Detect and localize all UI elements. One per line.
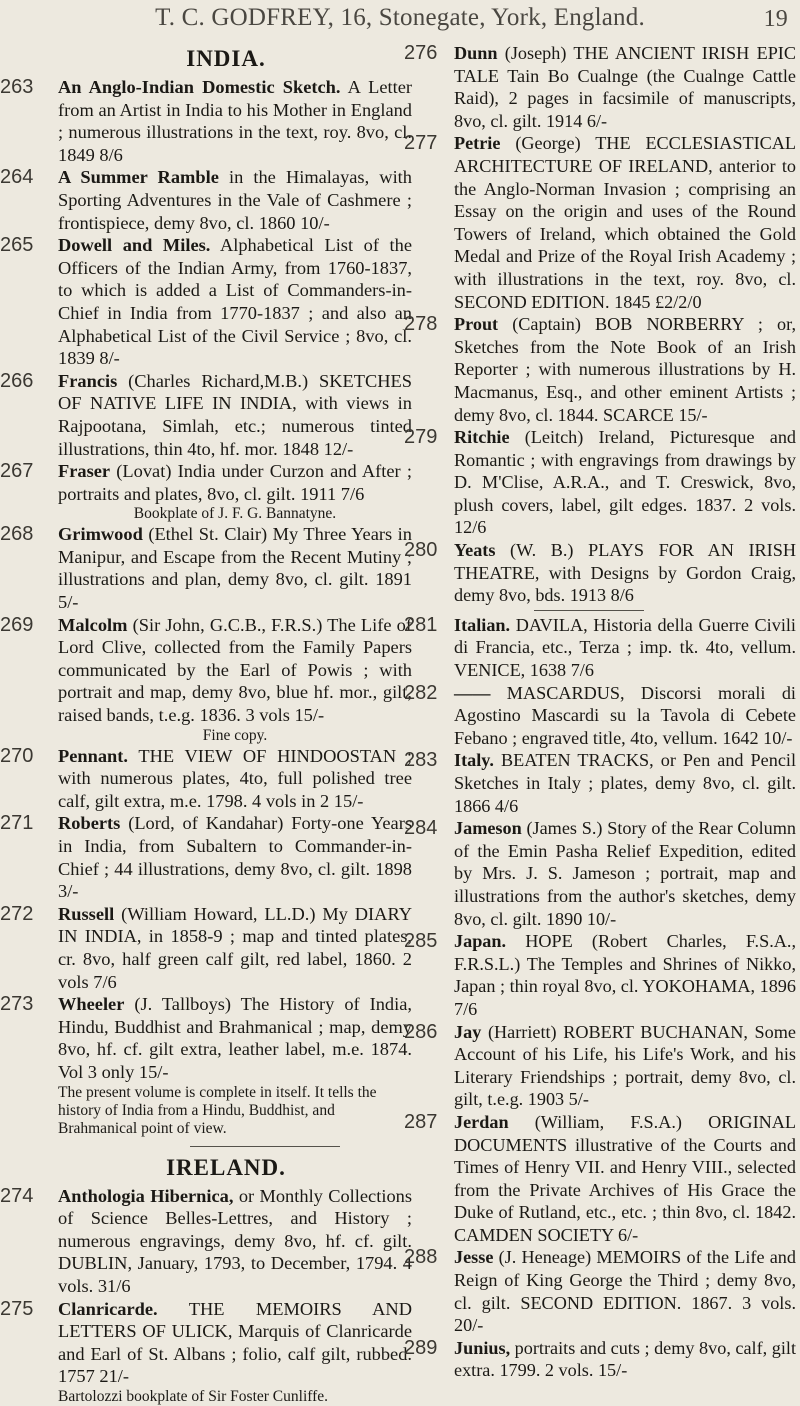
entry-text: (Lovat) India under Curzon and After ; portraits and plates, 8vo, cl. gilt. 1911 7/6 xyxy=(58,461,412,504)
entry-text: or Monthly Collections of Science Belles-Lettres, and History ; numerous engravings, demy 8vo, hf. cf. gilt. DUBLIN, January, 1793, to December, 1794. 4 vols. 31/6 xyxy=(58,1185,412,1296)
entry-name: Roberts xyxy=(58,813,121,834)
entry-text: HOPE (Robert Charles, F.S.A., F.R.S.L.) The Temples and Shrines of Nikko, Japan ; thin royal 8vo, cl. YOKOHAMA, 1896 7/6 xyxy=(454,931,796,1019)
entry-number: 276 xyxy=(404,42,438,64)
entry-text: THE MEMOIRS AND LETTERS OF ULICK, Marquis of Clanricarde and Earl of St. Albans ; folio, calf gilt, rubbed. 1757 21/- xyxy=(58,1298,412,1387)
catalogue-entry xyxy=(404,930,796,1020)
catalogue-entry xyxy=(404,313,796,426)
entry-text: (Ethel St. Clair) My Three Years in Manipur, and Escape from the Recent Mutiny ; illustrations and plan, demy 8vo, cl. gilt. 1891 5/- xyxy=(58,524,412,613)
catalogue-entry xyxy=(404,1111,796,1247)
entry-text: portraits and cuts ; demy 8vo, calf, gilt extra. 1799. 2 vols. 15/- xyxy=(454,1337,797,1381)
header-text: T. C. GODFREY, 16, Stonegate, York, England. xyxy=(155,4,645,31)
catalogue-entry xyxy=(0,903,412,993)
entry-name: Junius, xyxy=(454,1337,511,1358)
entry-name: Jameson xyxy=(454,818,522,839)
entry-number: 288 xyxy=(404,1246,438,1269)
entry-text: (Harriett) ROBERT BUCHANAN, Some Account of his Life, his Life's Work, and his Literary Friendships ; portrait, demy 8vo, cl. gilt, t.e.g. 1903 5/- xyxy=(454,1021,796,1110)
catalogue-entry xyxy=(0,76,412,166)
entry-name: Prout xyxy=(454,314,499,335)
entry-text: DAVILA, Historia della Guerre Civili di Francia, etc., Terza ; imp. tk. 4to, vellum. VENICE, 1638 7/6 xyxy=(454,614,796,681)
entry-name: Jerdan xyxy=(454,1111,509,1132)
entry-number: 274 xyxy=(0,1184,34,1207)
entry-text: (W. B.) PLAYS FOR AN IRISH THEATRE, with Designs by Gordon Craig, demy 8vo, bds. 1913 8/6 xyxy=(454,540,796,606)
catalogue-entry xyxy=(0,993,412,1083)
entry-number: 282 xyxy=(404,681,438,704)
entry-number: 269 xyxy=(0,613,34,636)
entry-name: Russell xyxy=(58,903,115,924)
page-header xyxy=(0,4,800,44)
entry-name: Ritchie xyxy=(454,427,510,448)
catalogue-entry xyxy=(0,1298,412,1388)
entry-name: An Anglo-Indian Domestic Sketch. xyxy=(58,77,341,97)
entry-text: (Charles Richard,M.B.) SKETCHES OF NATIVE LIFE IN INDIA, with views in Rajpootana, Simlah, etc.; numerous tinted illustrations, thin 4to, hf. mor. 1848 12/- xyxy=(58,370,412,459)
catalogue-entry xyxy=(404,1246,796,1336)
entry-text: (Sir John, G.C.B., F.R.S.) The Life of Lord Clive, collected from the Family Papers communicated by the Earl of Powis ; with portrait and map, demy 8vo, blue hf. mor., gilt, raised bands, t.e.g. 1836. 3 vols 15/- xyxy=(58,614,412,726)
entry-text: Alphabetical List of the Officers of the Indian Army, from 1760-1837, to which is added a List of Commanders-in-Chief in India from 1770-1837 ; and also an Alphabetical List of the Civil Service ; 8vo, cl. 1839 8/- xyxy=(58,235,412,369)
entry-name: Petrie xyxy=(454,133,501,154)
page-number: 19 xyxy=(763,6,788,32)
entry-number: 275 xyxy=(0,1297,34,1320)
left-column xyxy=(0,42,412,1406)
entry-name: A Summer Ramble xyxy=(58,167,219,188)
catalogue-entry xyxy=(404,426,796,539)
catalogue-entry xyxy=(404,749,796,817)
entry-name: Jay xyxy=(454,1021,482,1042)
entry-text: BEATEN TRACKS, or Pen and Pencil Sketches in Italy ; plates, demy 8vo, cl. gilt. 1866 4/6 xyxy=(454,750,797,816)
catalogue-entry xyxy=(404,1021,796,1111)
entry-number: 277 xyxy=(404,132,438,155)
entry-number: 278 xyxy=(404,313,438,336)
entry-name: Grimwood xyxy=(58,524,143,545)
entry-number: 268 xyxy=(0,523,34,546)
entry-number: 281 xyxy=(404,613,438,636)
entry-text: MASCARDUS, Discorsi morali di Agostino Mascardi su la Tavola di Cebete Febano ; engraved title, 4to, vellum. 1642 10/- xyxy=(454,682,796,748)
catalogue-entry xyxy=(0,166,412,234)
entry-text: A Letter from an Artist in India to his Mother in England ; numerous illustrations in the text, roy. 8vo, cl. 1849 8/6 xyxy=(58,77,412,165)
entry-text: (Captain) BOB NORBERRY ; or, Sketches from the Note Book of an Irish Reporter ; with numerous illustrations by H. Macmanus, Esq., and other eminent Artists ; demy 8vo, cl. 1844. SCARCE 15/- xyxy=(454,314,797,425)
entry-number: 266 xyxy=(0,369,34,392)
entry-number: 263 xyxy=(0,76,34,98)
catalogue-entry xyxy=(404,614,796,682)
catalogue-entry xyxy=(0,812,412,902)
entry-note: Fine copy. xyxy=(202,726,268,744)
catalogue-entry xyxy=(0,523,412,613)
entry-text: in the Himalayas, with Sporting Adventures in the Vale of Cashmere ; frontispiece, demy 8vo, cl. 1860 10/- xyxy=(58,167,412,233)
entry-number: 280 xyxy=(404,539,438,562)
catalogue-entry xyxy=(0,614,412,727)
entry-name: Fraser xyxy=(58,461,111,482)
entry-text: (J. Heneage) MEMOIRS of the Life and Reign of King George the Third ; demy 8vo, cl. gilt. SECOND EDITION. 1867. 3 vols. 20/- xyxy=(454,1247,796,1336)
entry-note: Bookplate of J. F. G. Bannatyne. xyxy=(133,505,337,523)
section-divider xyxy=(534,610,644,611)
entry-name: Italy. xyxy=(454,750,494,771)
catalogue-entry xyxy=(404,682,796,750)
section-title-india: INDIA. xyxy=(186,46,266,71)
entry-text: (William, F.S.A.) ORIGINAL DOCUMENTS illustrative of the Courts and Times of Henry VII. and Henry VIII., selected from the Private Archives of His Grace the Duke of Rutland, etc., etc. ; thin 8vo, cl. 1842. CAMDEN SOCIETY 6/- xyxy=(454,1111,796,1245)
entry-name: Jesse xyxy=(454,1247,494,1268)
entry-number: 283 xyxy=(404,749,438,772)
entry-number: 270 xyxy=(0,744,34,767)
entry-text: (George) THE ECCLESIASTICAL ARCHITECTURE OF IRELAND, anterior to the Anglo-Norman Invasion ; comprising an Essay on the origin and uses of the Round Towers of Ireland, which obtained the Gold Medal and Prize of the Royal Irish Academy ; with illustrations in the text, roy. 8vo, cl. SECOND EDITION. 1845 £2/2/0 xyxy=(454,133,796,312)
entry-number: 289 xyxy=(404,1336,438,1359)
entry-name: Japan. xyxy=(454,931,507,952)
entry-name: Francis xyxy=(58,370,118,391)
entry-name: Dowell and Miles. xyxy=(58,235,211,256)
entry-text: (Joseph) THE ANCIENT IRISH EPIC TALE Tain Bo Cualnge (the Cualnge Cattle Raid), 2 pages in facsimile of manuscripts, 8vo, cl. gilt. 1914 6/- xyxy=(454,43,796,131)
catalogue-entry xyxy=(404,817,796,930)
section-title-ireland: IRELAND. xyxy=(166,1154,286,1180)
entry-number: 267 xyxy=(0,460,34,483)
entry-number: 264 xyxy=(0,166,34,189)
section-divider xyxy=(190,1146,340,1147)
entry-text: (James S.) Story of the Rear Column of the Emin Pasha Relief Expedition, edited by Mrs. J. S. Jameson ; portrait, map and illustrations from the author's sketches, demy 8vo, cl. gilt. 1890 10/- xyxy=(454,818,796,929)
entry-number: 284 xyxy=(404,817,438,840)
entry-name: Wheeler xyxy=(58,994,125,1015)
entry-number: 272 xyxy=(0,902,34,925)
right-column xyxy=(404,42,796,1382)
catalogue-entry xyxy=(0,745,412,813)
entry-name: Anthologia Hibernica, xyxy=(58,1185,234,1206)
catalogue-entry xyxy=(404,539,796,607)
entry-number: 265 xyxy=(0,234,34,257)
entry-number: 271 xyxy=(0,812,34,835)
entry-name: Pennant. xyxy=(58,745,128,766)
catalogue-entry xyxy=(404,42,796,132)
entry-number: 287 xyxy=(404,1110,438,1133)
entry-number: 285 xyxy=(404,930,438,953)
entry-text: (William Howard, LL.D.) My DIARY IN INDIA, in 1858-9 ; map and tinted plates, cr. 8vo, half green calf gilt, red label, 1860. 2 vols 7/6 xyxy=(58,903,412,992)
entry-number: 273 xyxy=(0,993,34,1016)
entry-name: Italian. xyxy=(454,614,511,635)
entry-text: (Lord, of Kandahar) Forty-one Years in India, from Subaltern to Commander-in-Chief ; 44 illustrations, demy 8vo, cl. gilt. 1898 3/- xyxy=(58,813,412,902)
catalogue-entry xyxy=(404,1337,796,1382)
entry-name: Clanricarde. xyxy=(58,1298,158,1319)
catalogue-entry xyxy=(0,234,412,370)
entry-text: (J. Tallboys) The History of India, Hindu, Buddhist and Brahmanical ; map, demy 8vo, hf. cf. gilt extra, leather label, m.e. 1874. Vol 3 only 15/- xyxy=(58,994,412,1082)
entry-text: THE VIEW OF HINDOOSTAN ; with numerous plates, 4to, full polished tree calf, gilt extra, m.e. 1798. 4 vols in 2 15/- xyxy=(58,745,413,811)
entry-text: (Leitch) Ireland, Picturesque and Romantic ; with engravings from drawings by D. M'Clise, A.R.A., and T. Creswick, 8vo, plush covers, label, gilt edges. 1837. 2 vols. 12/6 xyxy=(454,427,797,538)
catalogue-entry xyxy=(404,132,796,313)
entry-note: Bartolozzi bookplate of Sir Foster Cunliffe. xyxy=(58,1387,329,1405)
entry-number: 279 xyxy=(404,426,438,449)
entry-note: The present volume is complete in itself. It tells the history of India from a Hindu, Buddhist, and Brahmanical point of view. xyxy=(58,1083,377,1137)
entry-name: Yeats xyxy=(454,540,496,561)
entry-number: 286 xyxy=(404,1020,438,1043)
entry-name: Malcolm xyxy=(58,614,128,635)
catalogue-entry xyxy=(0,370,412,460)
entry-name: —— xyxy=(454,682,491,703)
entry-name: Dunn xyxy=(454,43,498,63)
catalogue-entry xyxy=(0,460,412,505)
